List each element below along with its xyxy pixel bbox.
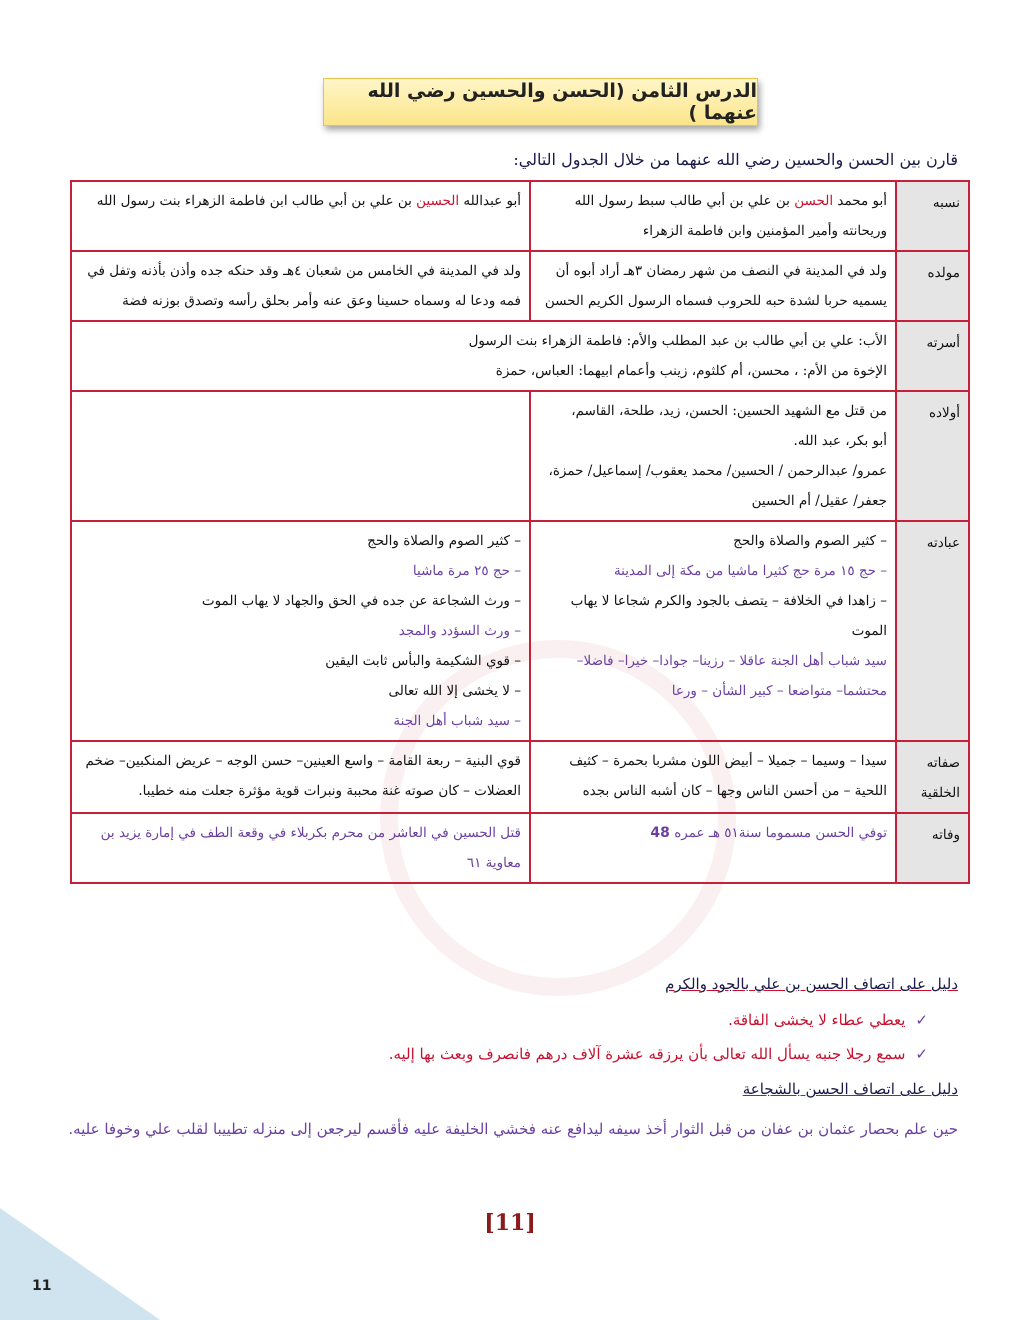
husain-name: الحسين [416,193,460,209]
husain-ibada-item: – كثير الصوم والصلاة والحج [367,533,521,549]
lesson-title-text: الدرس الثامن (الحسن والحسين رضي الله عنهما ) [367,80,757,124]
generosity-item [389,1003,928,1037]
corner-triangle [0,1208,160,1320]
hasan-ibada-item: سيد شباب أهل الجنة عاقلا – رزينا– جوادا– خيرا– فاضلا– محتشما– متواضعا – كبير الشأن – ورعا [576,653,887,699]
label-nasab: نسبه [896,181,969,251]
row-nasab [71,181,969,251]
label-usra: أسرته [896,321,969,391]
section-courage [743,1080,958,1098]
husain-ibada-item: – ورث السؤدد والمجد [398,623,521,639]
husain-ibada-item: – لا يخشى إلا الله تعالى [388,683,521,699]
cell-hasan-mawlid: ولد في المدينة في النصف من شهر رمضان ٣هـ أراد أبوه أن يسميه حربا لشدة حبه للحروب فسماه الرسول الكريم الحسن [530,251,896,321]
row-usra [71,321,969,391]
usra-line-1: الأب: علي بن أبي طالب بن عبد المطلب والأم: فاطمة الزهراء بنت الرسول [468,333,887,349]
husain-ibada-item: – ورث الشجاعة عن جده في الحق والجهاد لا يهاب الموت [201,593,521,609]
row-wafat [71,813,969,883]
generosity-heading: دليل على اتصاف الحسن بن علي بالجود والكرم [665,975,958,993]
hasan-age: 48 [650,825,670,841]
row-awlad [71,391,969,521]
husain-ibada-item: – حج ٢٥ مرة ماشيا [412,563,521,579]
hasan-ibada-item: – حج ١٥ مرة حج كثيرا ماشيا من مكة إلى المدينة [613,563,887,579]
row-ibada [71,521,969,741]
husain-nasab-pre: أبو عبدالله [459,193,521,209]
generosity-item-text: سمع رجلا جنبه يسأل الله تعالى بأن يرزقه عشرة آلاف درهم فانصرف وبعث بها إليه. [388,1045,906,1063]
intro-text: قارن بين الحسن والحسين رضي الله عنهما من خلال الجدول التالي: [513,150,958,169]
cell-hasan-sifat: سيدا – وسيما – جميلا – أبيض اللون مشربا بحمرة – كثيف اللحية – من أحسن الناس وجها – كان أشبه الناس بجده [530,741,896,813]
cell-hasan-wafat [530,813,896,883]
hasan-ibada-item: – زاهدا في الخلافة – يتصف بالجود والكرم شجاعا لا يهاب الموت [570,593,887,639]
generosity-item [389,1037,928,1071]
label-awlad: أولاده [896,391,969,521]
check-icon: ✓ [915,1011,928,1029]
husain-nasab-post: بن علي بن أبي طالب ابن فاطمة الزهراء بنت رسول الله [96,193,417,209]
check-icon: ✓ [915,1045,928,1063]
hasan-wafat-text: توفي الحسن مسموما سنة٥١ هـ عمره [669,825,887,841]
row-mawlid [71,251,969,321]
hasan-nasab-post: بن علي بن أبي طالب سبط رسول الله وريحانته وأمير المؤمنين وابن فاطمة الزهراء [574,193,887,239]
label-mawlid: مولده [896,251,969,321]
cell-hasan-ibada [530,521,896,741]
section-generosity [389,975,958,1071]
page-number: [11] [484,1210,536,1236]
cell-husain-nasab [71,181,530,251]
cell-husain-sifat: قوي البنية – ربعة القامة – واسع العينين– حسن الوجه – عريض المنكبين– ضخم العضلات – كان صوته غنة محببة ونبرات قوية مؤثرة جعلت منه خطيبا. [71,741,530,813]
cell-husain-wafat: قتل الحسين في العاشر من محرم بكربلاء في وقعة الطف في إمارة يزيد بن معاوية ٦١ [71,813,530,883]
cell-hasan-awlad [530,391,896,521]
cell-usra [71,321,896,391]
awlad-line: أبو بكر، عبد الله. [793,433,887,449]
comparison-table [70,180,970,884]
cell-husain-awlad [71,391,530,521]
cell-hasan-nasab [530,181,896,251]
cell-husain-mawlid: ولد في المدينة في الخامس من شعبان ٤هـ وقد حنكه جده وأذن بأذنه وتفل في فمه ودعا له وسماه حسينا وعق عنه وأمر بحلق رأسه وتصدق بوزنه فضة [71,251,530,321]
cell-husain-ibada [71,521,530,741]
hasan-nasab-pre: أبو محمد [833,193,887,209]
courage-heading: دليل على اتصاف الحسن بالشجاعة [742,1080,958,1098]
awlad-line: عمرو/ عبدالرحمن / الحسين/ محمد يعقوب/ إسماعيل/ حمزة، [548,463,887,479]
awlad-line: جعفر/ عقيل/ أم الحسين [751,493,887,509]
hasan-ibada-item: – كثير الصوم والصلاة والحج [733,533,887,549]
courage-paragraph: حين علم بحصار عثمان بن عفان من قبل الثوار أخذ سيفه ليدافع عنه فخشي الخليفة عليه فأقسم ليرجعن إلى منزله تطييبا لقلب علي وخوفا عليه. [68,1120,958,1138]
corner-page-number: 11 [32,1278,52,1294]
label-wafat: وفاته [896,813,969,883]
row-sifat [71,741,969,813]
label-sifat: صفاته الخلقية [896,741,969,813]
label-ibada: عبادته [896,521,969,741]
husain-ibada-item: – سيد شباب أهل الجنة [393,713,521,729]
lesson-title [323,78,758,126]
generosity-item-text: يعطي عطاء لا يخشى الفاقة. [728,1011,906,1029]
usra-line-2: الإخوة من الأم: ، محسن، أم كلثوم، زينب وأعمام ابيهما: العباس، حمزة [495,363,887,379]
awlad-line: من قتل مع الشهيد الحسين: الحسن، زيد، طلحة، القاسم، [571,403,887,419]
husain-ibada-item: – قوي الشكيمة والبأس ثابت اليقين [325,653,521,669]
hasan-name: الحسن [794,193,834,209]
